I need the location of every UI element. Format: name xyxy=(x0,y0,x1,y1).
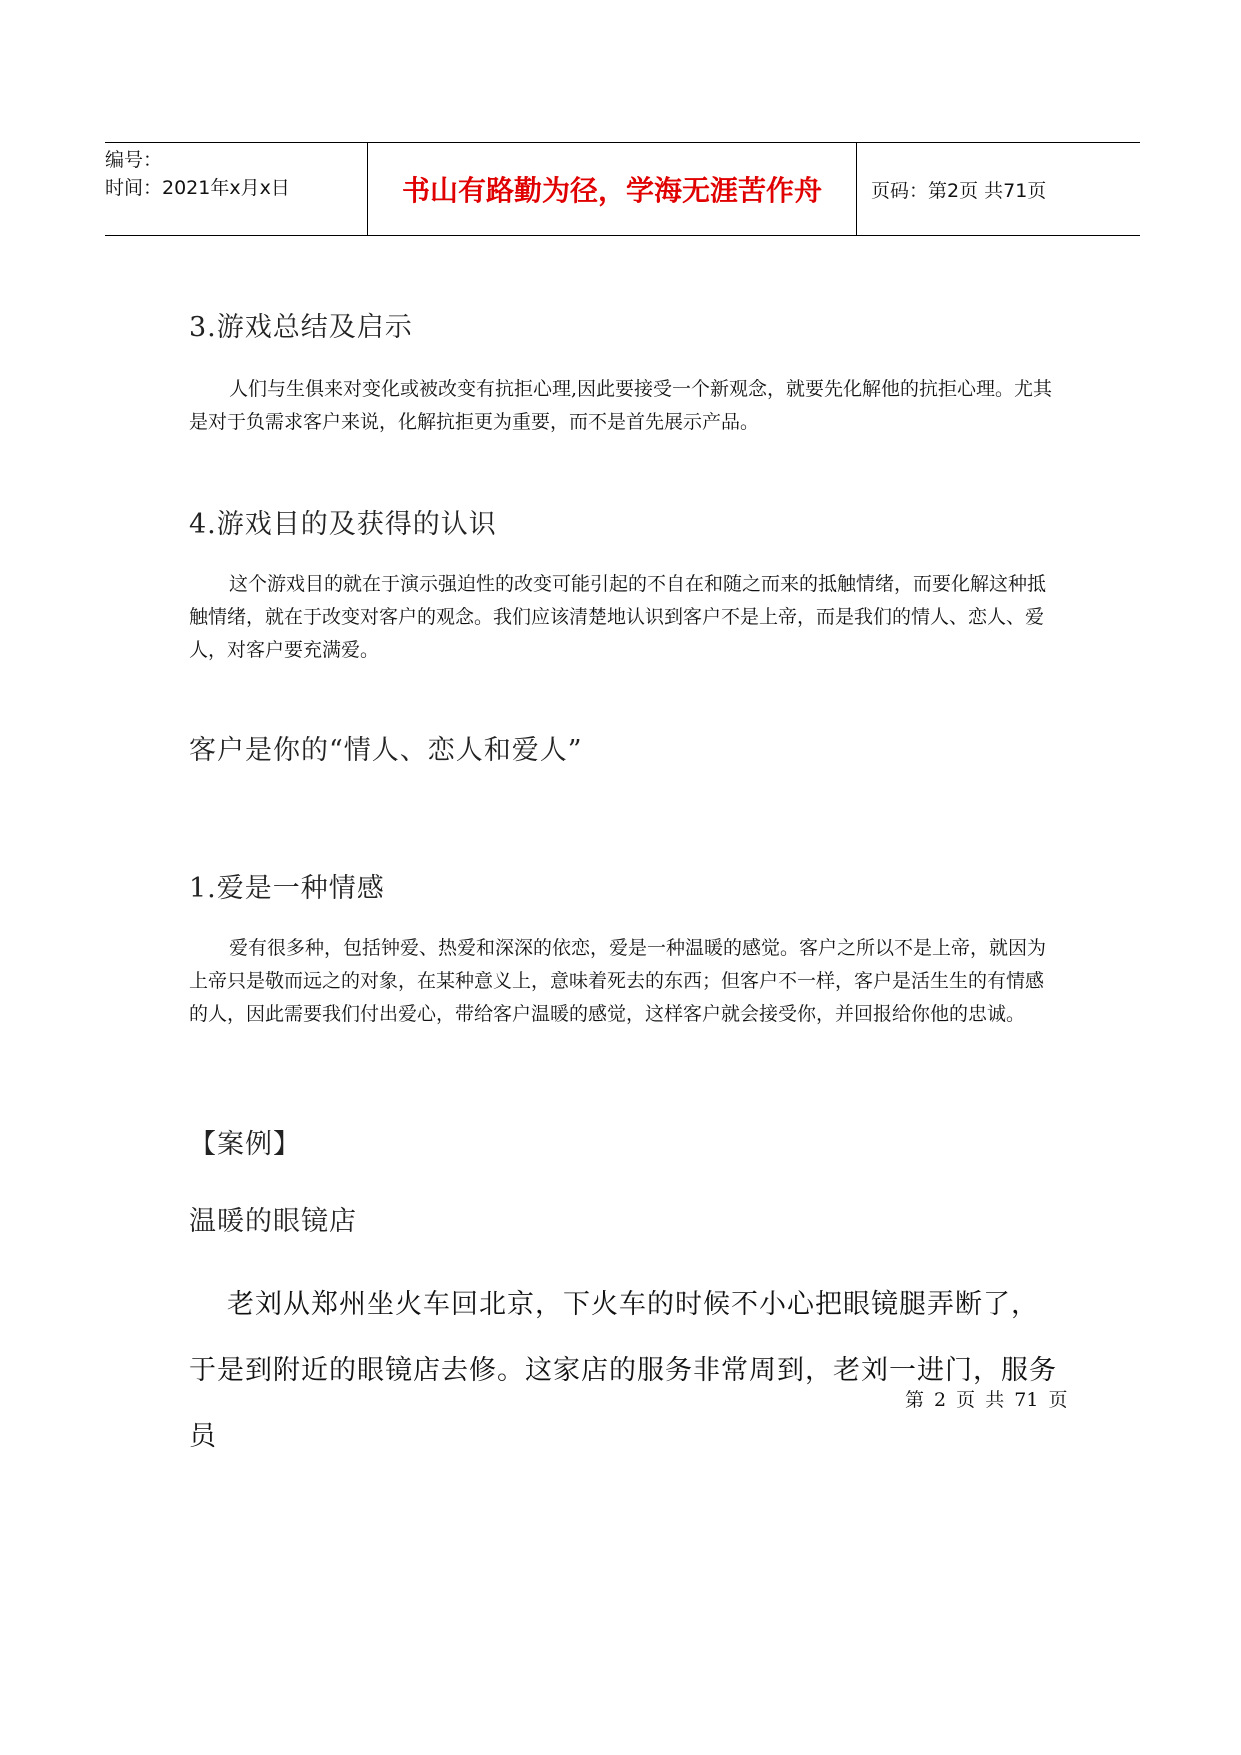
section-3-heading: 3.游戏总结及启示 xyxy=(189,312,413,343)
section-4-body: 这个游戏目的就在于演示强迫性的改变可能引起的不自在和随之而来的抵触情绪，而要化解这种抵触情绪，就在于改变对客户的观念。我们应该清楚地认识到客户不是上帝，而是我们的情人、恋人、爱人，对客户要充满爱。 xyxy=(189,573,1047,661)
love-body: 爱有很多种，包括钟爱、热爱和深深的依恋，爱是一种温暖的感觉。客户之所以不是上帝，就因为上帝只是敬而远之的对象，在某种意义上，意味着死去的东西；但客户不一样，客户是活生生的有情感的人，因此需要我们付出爱心，带给客户温暖的感觉，这样客户就会接受你，并回报给你他的忠诚。 xyxy=(189,937,1047,1025)
love-heading: 1.爱是一种情感 xyxy=(189,873,385,904)
time-label: 时间：2021年x月x日 xyxy=(105,177,290,199)
page-footer: 第 2 页 共 71 页 xyxy=(905,1389,1068,1411)
section-4-heading: 4.游戏目的及获得的认识 xyxy=(189,509,497,540)
page-header xyxy=(105,142,1140,236)
header-motto: 书山有路勤为径，学海无涯苦作舟 xyxy=(368,143,857,235)
header-meta-cell xyxy=(105,143,368,235)
case-title: 温暖的眼镜店 xyxy=(189,1206,357,1237)
header-page-info: 页码：第2页 共71页 xyxy=(871,179,1047,202)
serial-label: 编号： xyxy=(105,149,163,171)
customer-heading: 客户是你的“情人、恋人和爱人” xyxy=(189,735,583,766)
case-label: 【案例】 xyxy=(189,1129,301,1160)
case-body: 老刘从郑州坐火车回北京，下火车的时候不小心把眼镜腿弄断了，于是到附近的眼镜店去修。这家店的服务非常周到，老刘一进门，服务员 xyxy=(189,1289,1057,1452)
section-3-body: 人们与生俱来对变化或被改变有抗拒心理,因此要接受一个新观念，就要先化解他的抗拒心理。尤其是对于负需求客户来说，化解抗拒更为重要，而不是首先展示产品。 xyxy=(189,378,1053,433)
